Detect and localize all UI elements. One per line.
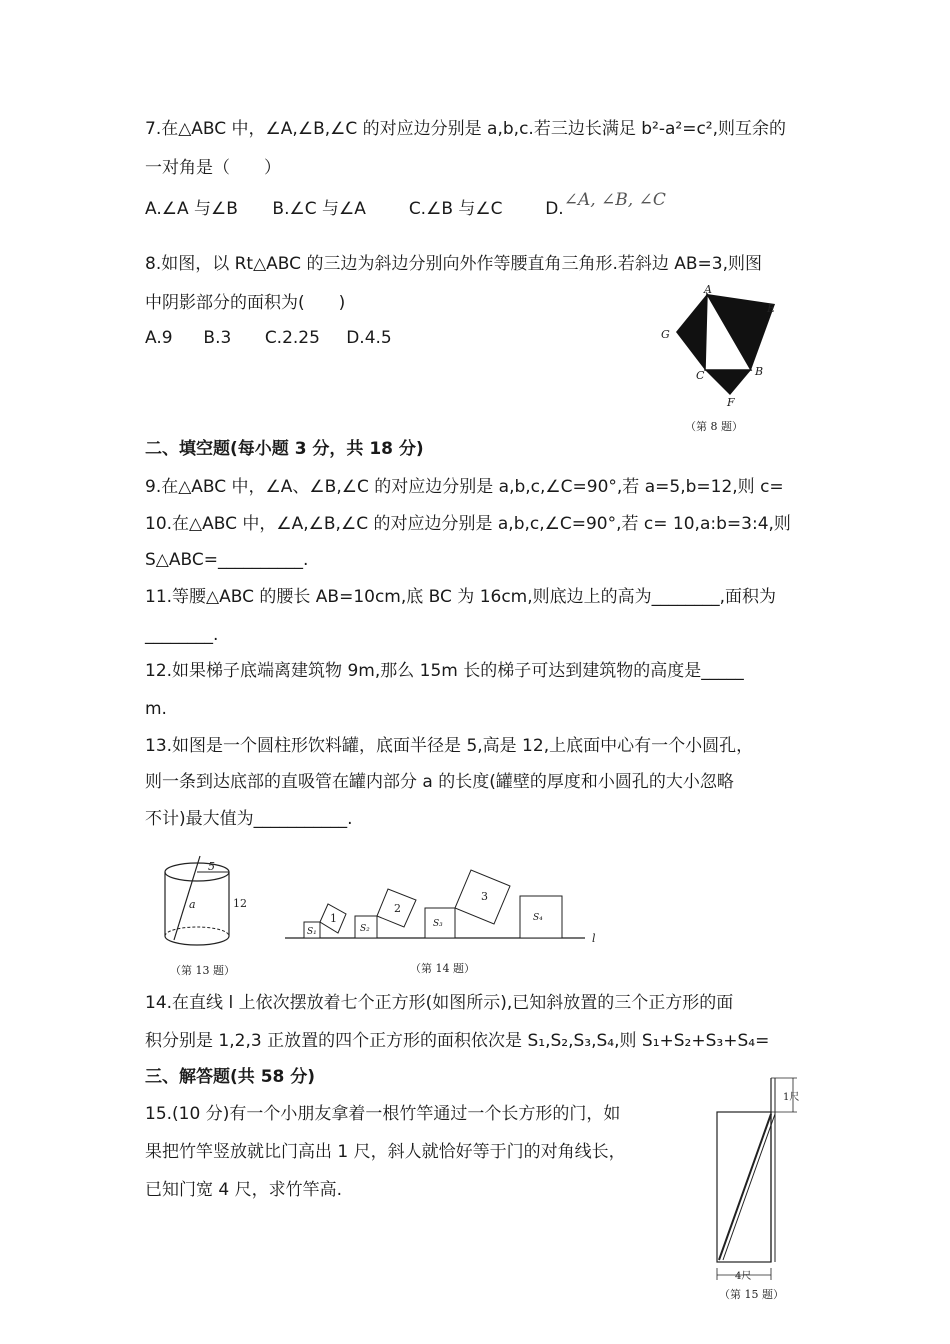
q14-label-s2: S₂ [360,924,370,934]
q14-label-s4: S₄ [533,913,543,923]
q7-option-b: B.∠C 与∠A [272,199,366,219]
q8-triangle-cbf [705,370,751,395]
q13-figure [150,850,250,980]
q15-label-width: 4尺 [735,1271,752,1282]
q14-caption: （第 14 题） [410,962,475,975]
q14-figure [280,852,605,980]
q8-label-g: G [661,328,670,341]
q8-option-d: D.4.5 [346,328,392,348]
q11-line1: 11.等腰△ABC 的腰长 AB=10cm,底 BC 为 16cm,则底边上的高为________,面积为 [145,587,777,607]
q11-line2: ________. [145,625,219,645]
q8-label-a: A [704,283,712,296]
q13-bottom-back [165,927,229,936]
q13-straw [174,856,200,940]
q15-label-top: 1尺 [783,1092,800,1103]
q13-line2: 则一条到达底部的直吸管在罐内部分 a 的长度(罐壁的厚度和小圆孔的大小忽略 [145,772,734,792]
q8-line2: 中阴影部分的面积为( ) [145,293,346,313]
q14-label-s1: S₁ [307,927,317,937]
q8-label-b: B [755,365,764,378]
q14-label-1: 1 [330,912,337,925]
q13-line1: 13.如图是一个圆柱形饮料罐，底面半径是 5,高是 12,上底面中心有一个小圆孔， [145,736,754,756]
q14-label-3: 3 [481,890,488,903]
q15-line3: 已知门宽 4 尺，求竹竿高. [145,1180,343,1200]
q8-label-c: C [696,369,705,382]
q15-line1: 15.(10 分)有一个小朋友拿着一根竹竿通过一个长方形的门，如 [145,1104,621,1124]
q7-option-c: C.∠B 与∠C [408,199,503,219]
q14-line2: 积分别是 1,2,3 正放置的四个正方形的面积依次是 S₁,S₂,S₃,S₄,则 S₁+S₂+S₃+S₄= [145,1031,770,1051]
q15-pole-diagonal-edge [723,1114,775,1260]
section3-title: 三、解答题(共 58 分) [145,1067,316,1087]
q14-label-l: l [592,932,596,945]
q15-line2: 果把竹竿竖放就比门高出 1 尺，斜人就恰好等于门的对角线长， [145,1142,626,1162]
q8-triangle-acg [676,294,707,370]
q8-line1: 8.如图，以 Rt△ABC 的三边为斜边分别向外作等腰直角三角形.若斜边 AB=3,则图 [145,254,763,274]
q15-pole-diagonal [719,1114,771,1260]
q10-line1: 10.在△ABC 中，∠A,∠B,∠C 的对应边分别是 a,b,c,∠C=90°,若 c= 10,a:b=3:4,则 [145,514,791,534]
q10-line2: S△ABC=__________. [145,550,309,570]
q13-label-radius: 5 [208,860,215,873]
q8-caption: （第 8 题） [685,420,743,433]
q14-label-s3: S₃ [433,919,443,929]
q7-option-d [545,190,666,222]
q7-option-d-formula: ∠A, ∠B, ∠C [563,190,666,210]
q7-line1: 7.在△ABC 中，∠A,∠B,∠C 的对应边分别是 a,b,c.若三边长满足 b²-a²=c²,则互余的 [145,119,787,139]
q8-label-e: E [767,302,776,315]
q9-line1: 9.在△ABC 中，∠A、∠B,∠C 的对应边分别是 a,b,c,∠C=90°,若 a=5,b=12,则 c= [145,477,784,497]
q8-option-b: B.3 [203,328,232,348]
q14-line1: 14.在直线 l 上依次摆放着七个正方形(如图所示),已知斜放置的三个正方形的面 [145,993,734,1013]
q13-line3: 不计)最大值为___________. [145,809,353,829]
section2-title: 二、填空题(每小题 3 分，共 18 分) [145,439,424,459]
q13-label-height: 12 [233,897,247,910]
q8-options [145,325,392,351]
q14-label-2: 2 [394,902,401,915]
q7-options [145,190,666,222]
q8-label-f: F [727,396,735,409]
q12-line1: 12.如果梯子底端离建筑物 9m,那么 15m 长的梯子可达到建筑物的高度是_____ [145,661,744,681]
q15-caption: （第 15 题） [719,1288,784,1300]
q7-option-d-prefix: D. [545,199,564,219]
q8-option-a: A.9 [145,328,173,348]
q8-figure [655,282,790,437]
q15-figure [705,1068,815,1300]
q7-option-a: A.∠A 与∠B [145,199,238,219]
q8-option-c: C.2.25 [264,328,320,348]
q12-line2: m. [145,699,167,719]
q13-label-a: a [189,898,196,911]
q7-line2: 一对角是（ ） [145,158,281,178]
q13-caption: （第 13 题） [170,964,235,977]
